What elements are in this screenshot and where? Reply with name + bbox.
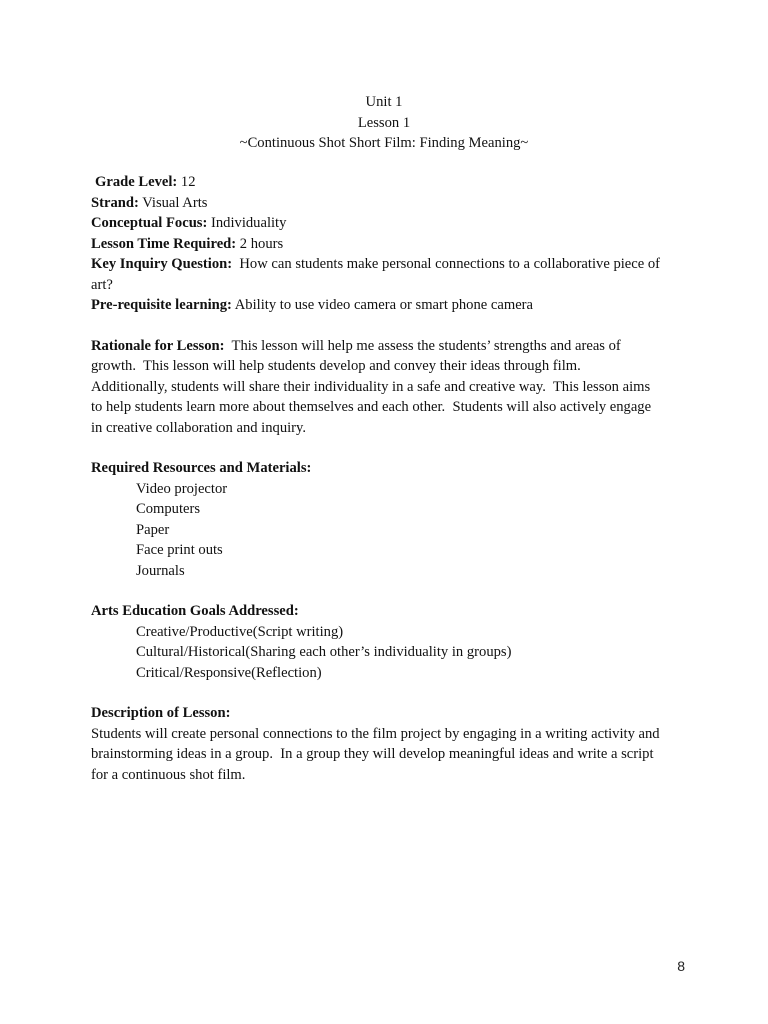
strand-label: Strand: xyxy=(91,194,139,211)
unit-title: Unit 1 xyxy=(365,94,403,110)
resources-heading: Required Resources and Materials: xyxy=(91,460,312,476)
description-heading: Description of Lesson: xyxy=(91,705,231,721)
rationale-text-1: This lesson will help me assess the students’ strengths and areas of xyxy=(224,337,621,354)
page-number: 8 xyxy=(677,958,685,974)
grade-level-label: Grade Level: xyxy=(95,174,178,190)
prerequisite-label: Pre-requisite learning: xyxy=(91,297,232,313)
list-item: Paper xyxy=(136,521,170,538)
lesson-title: ~Continuous Shot Short Film: Finding Meaning~ xyxy=(239,135,529,151)
description-section xyxy=(91,703,683,785)
key-inquiry-continuation: art? xyxy=(91,276,113,293)
list-item: Creative/Productive(Script writing) xyxy=(136,623,344,640)
strand-line xyxy=(91,193,683,214)
lesson-time-label: Lesson Time Required: xyxy=(91,235,237,252)
key-inquiry-value: How can students make personal connections to a collaborative piece of xyxy=(232,256,661,272)
conceptual-focus-label: Conceptual Focus: xyxy=(91,215,208,231)
description-line-2: brainstorming ideas in a group. In a group they will develop meaningful ideas and write a script xyxy=(91,746,654,762)
goals-section xyxy=(91,601,683,683)
rationale-label: Rationale for Lesson: xyxy=(91,337,225,354)
key-inquiry-line xyxy=(91,254,683,275)
list-item: Critical/Responsive(Reflection) xyxy=(136,664,322,681)
grade-level-line xyxy=(91,172,683,193)
lesson-heading xyxy=(0,92,768,154)
lesson-content xyxy=(91,172,683,785)
grade-level-value: 12 xyxy=(177,174,196,190)
conceptual-focus-value: Individuality xyxy=(207,215,287,231)
strand-value: Visual Arts xyxy=(138,194,208,211)
goals-heading: Arts Education Goals Addressed: xyxy=(91,603,299,619)
rationale-line-3: Additionally, students will share their individuality in a safe and creative way. This lesson aims xyxy=(91,378,651,395)
lesson-number: Lesson 1 xyxy=(357,114,411,131)
list-item: Video projector xyxy=(136,480,228,497)
rationale-section xyxy=(91,336,683,439)
list-item: Computers xyxy=(136,501,201,517)
list-item: Face print outs xyxy=(136,542,223,558)
conceptual-focus-line xyxy=(91,213,683,234)
rationale-line-5: in creative collaboration and inquiry. xyxy=(91,419,307,436)
description-line-1: Students will create personal connections to the film project by engaging in a writing activity and xyxy=(91,725,660,742)
key-inquiry-label: Key Inquiry Question: xyxy=(91,256,233,272)
rationale-line-4: to help students learn more about themselves and each other. Students will also actively engage xyxy=(91,399,652,415)
resources-section xyxy=(91,458,683,581)
rationale-line-1 xyxy=(91,336,683,357)
lesson-time-value: 2 hours xyxy=(236,235,284,252)
description-line-3: for a continuous shot film. xyxy=(91,766,246,783)
lesson-time-line xyxy=(91,234,683,255)
lesson-details xyxy=(91,172,683,316)
rationale-line-2: growth. This lesson will help students develop and convey their ideas through film. xyxy=(91,358,581,374)
list-item: Cultural/Historical(Sharing each other’s individuality in groups) xyxy=(136,644,512,660)
goals-list xyxy=(91,622,683,684)
list-item: Journals xyxy=(136,562,185,579)
prerequisite-value: Ability to use video camera or smart phone camera xyxy=(231,297,534,313)
resources-list xyxy=(91,479,683,582)
prerequisite-line xyxy=(91,295,683,316)
